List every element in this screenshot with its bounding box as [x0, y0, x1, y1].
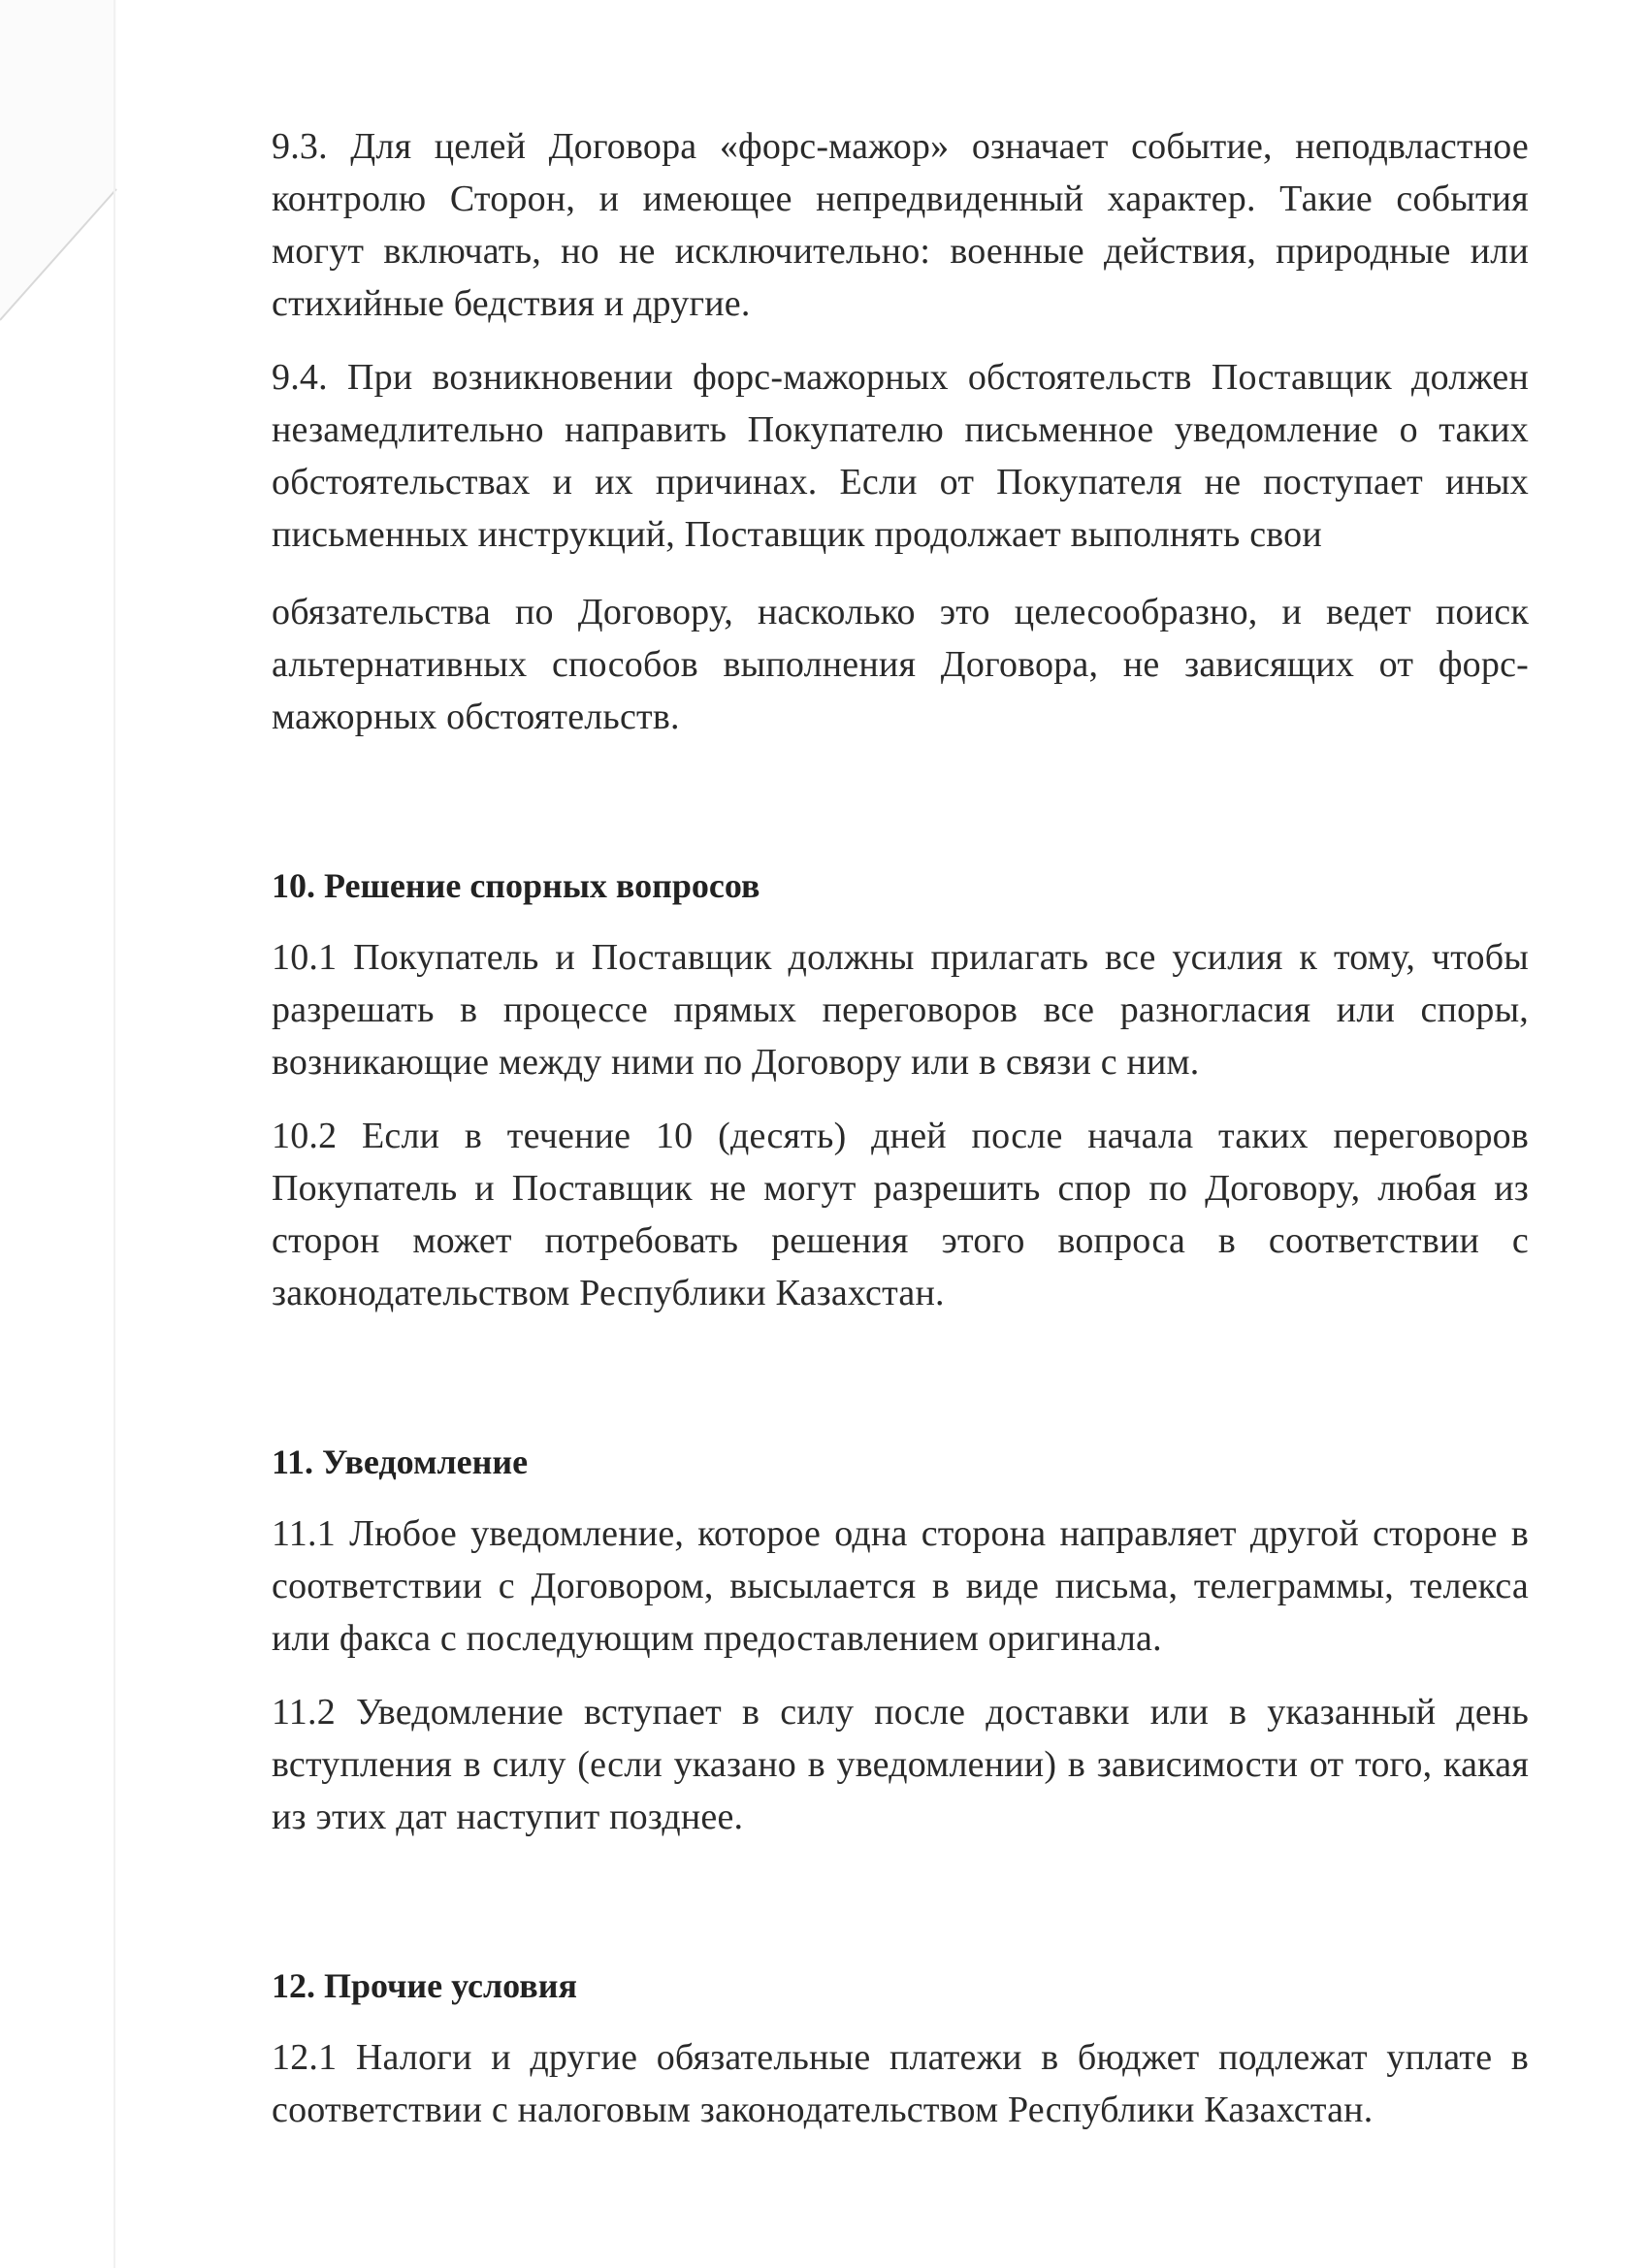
paragraph-10-2: 10.2 Если в течение 10 (десять) дней после начала таких переговоров Покупатель и Поставщик не могут разрешить спор по Договору, любая из сторон может потребовать решения этого вопроса в соответствии с законодательством Республики Казахстан. — [272, 1116, 1529, 1313]
paragraph-10-1: 10.1 Покупатель и Поставщик должны прилагать все усилия к тому, чтобы разрешать в процессе прямых переговоров все разногласия или споры, возникающие между ними по Договору или в связи с ним. — [272, 937, 1529, 1083]
section-12 — [272, 1960, 1529, 2136]
section-10 — [272, 859, 1529, 1319]
paragraph-9-4-continued: обязательства по Договору, насколько это целесообразно, и ведет поиск альтернативных способов выполнения Договора, не зависящих от форс-мажорных обстоятельств. — [272, 592, 1529, 737]
section-10-heading: 10. Решение спорных вопросов — [272, 866, 760, 905]
section-11-heading: 11. Уведомление — [272, 1442, 529, 1481]
paragraph-9-4: 9.4. При возникновении форс-мажорных обстоятельств Поставщик должен незамедлительно направить Покупателю письменное уведомление о таких обстоятельствах и их причинах. Если от Покупателя не поступает иных письменных инструкций, Поставщик продолжает выполнять свои — [272, 357, 1529, 555]
section-12-heading: 12. Прочие условия — [272, 1966, 577, 2005]
paragraph-9-3: 9.3. Для целей Договора «форс-мажор» означает событие, неподвластное контролю Сторон, и имеющее непредвиденный характер. Такие события могут включать, но не исключительно: военные действия, природные или стихийные бедствия и другие. — [272, 126, 1529, 324]
paragraph-11-1: 11.1 Любое уведомление, которое одна сторона направляет другой стороне в соответствии с Договором, высылается в виде письма, телеграммы, телекса или факса с последующим предоставлением оригинала. — [272, 1513, 1529, 1659]
document-body — [272, 120, 1529, 2136]
paragraph-12-1: 12.1 Налоги и другие обязательные платежи в бюджет подлежат уплате в соответствии с налоговым законодательством Республики Казахстан. — [272, 2037, 1529, 2130]
paragraph-11-2: 11.2 Уведомление вступает в силу после доставки или в указанный день вступления в силу (если указано в уведомлении) в зависимости от того, какая из этих дат наступит позднее. — [272, 1692, 1529, 1837]
section-11 — [272, 1436, 1529, 1843]
section-9 — [272, 120, 1529, 743]
